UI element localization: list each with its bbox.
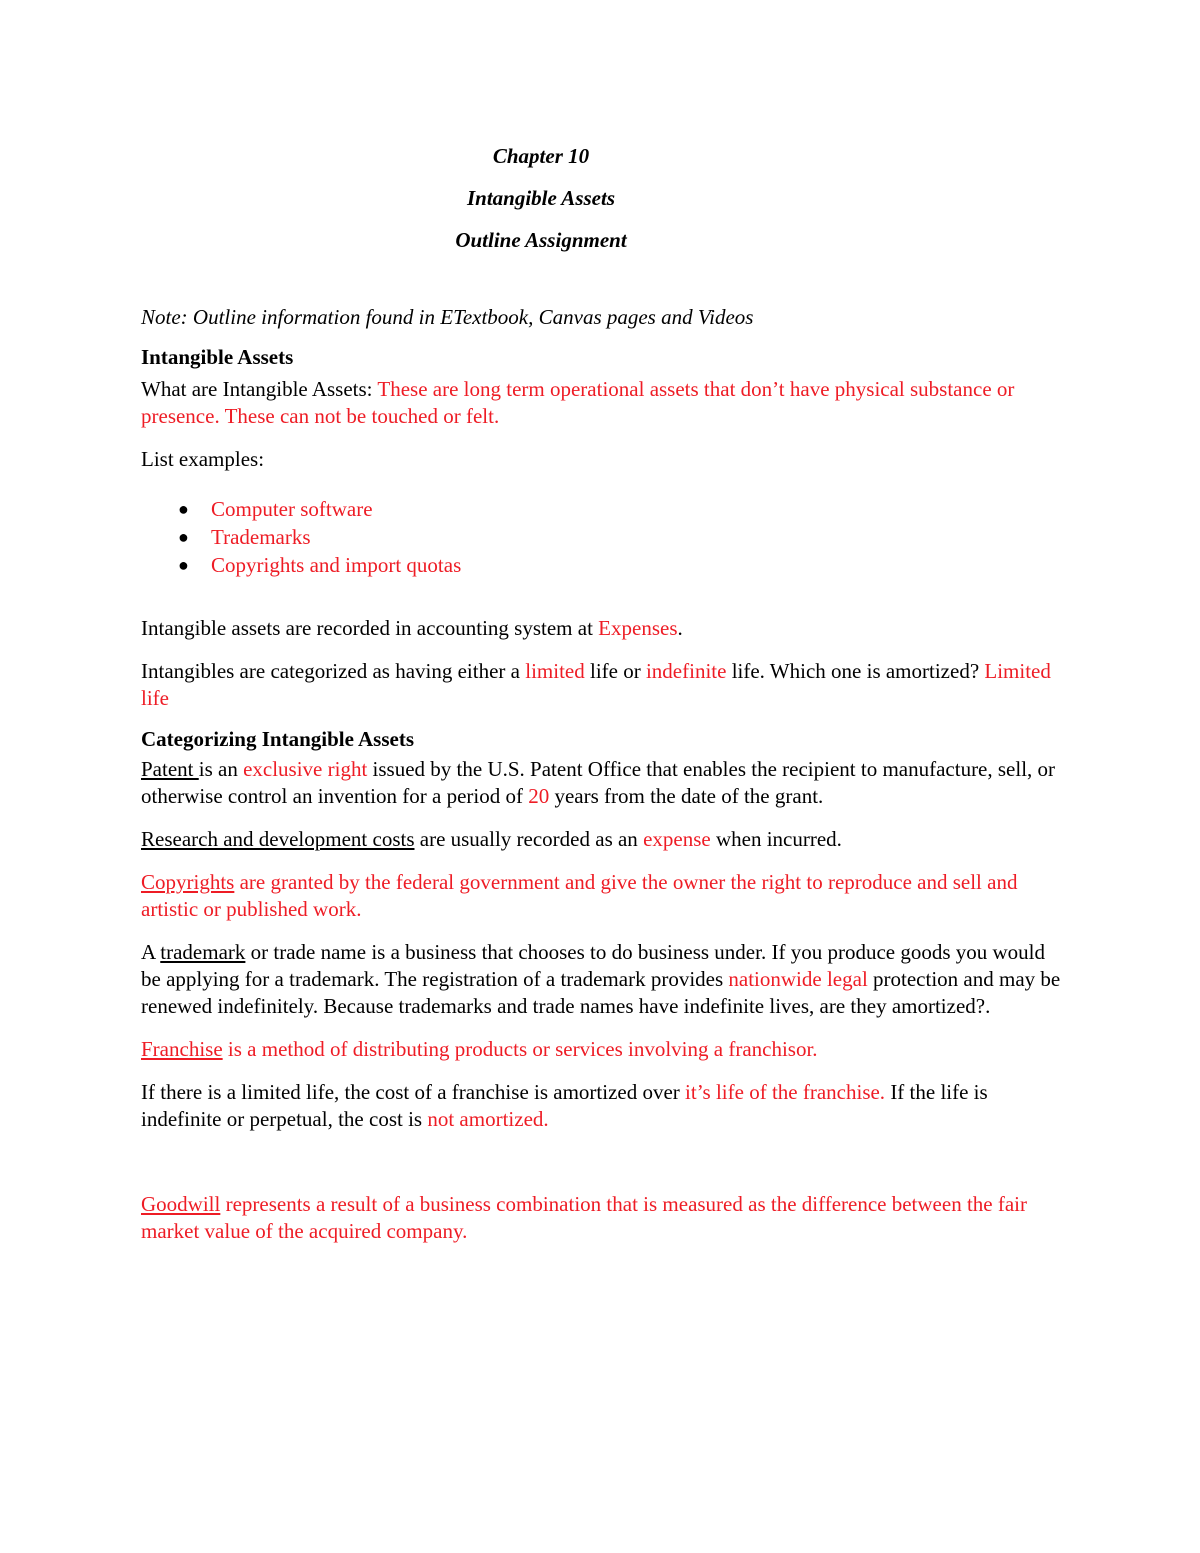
list-item-text: Computer software bbox=[211, 497, 373, 521]
categorized-paragraph bbox=[141, 658, 1061, 712]
document-page bbox=[141, 143, 1061, 1261]
answer-text: is a method of distributing products or services involving a franchisor. bbox=[222, 1037, 818, 1061]
list-item bbox=[178, 551, 1061, 579]
list-item-text: Copyrights and import quotas bbox=[211, 553, 462, 577]
body-text: are usually recorded as an bbox=[414, 827, 644, 851]
answer-text: indefinite bbox=[645, 659, 727, 683]
punctuation: . bbox=[677, 616, 683, 640]
goodwill-paragraph bbox=[141, 1191, 1061, 1245]
answer-text: represents a result of a business combination that is measured as the difference between the fair market value of the acquired company. bbox=[141, 1192, 1027, 1243]
term-text: Copyrights bbox=[141, 870, 235, 894]
answer-text: are granted by the federal government and give the owner the right to reproduce and sell and artistic or published work. bbox=[141, 870, 1018, 921]
question-text: What are Intangible Assets: bbox=[141, 377, 378, 401]
answer-text: Limited life bbox=[141, 659, 1051, 710]
term-text: trademark bbox=[160, 940, 246, 964]
body-text: If there is a limited life, the cost of a franchise is amortized over bbox=[141, 1080, 686, 1104]
body-text: If the life is indefinite or perpetual, the cost is bbox=[141, 1080, 988, 1131]
list-item bbox=[178, 523, 1061, 551]
list-item bbox=[178, 495, 1061, 523]
question-text: life. Which one is amortized? bbox=[726, 659, 985, 683]
bullet-icon: ● bbox=[178, 555, 189, 575]
note-text: Note: Outline information found in ETextbook, Canvas pages and Videos bbox=[141, 305, 754, 329]
definition-paragraph bbox=[141, 376, 1061, 430]
term-text: Patent bbox=[141, 757, 199, 781]
question-text: Intangible assets are recorded in accounting system at bbox=[141, 616, 599, 640]
bullet-icon: ● bbox=[178, 499, 189, 519]
section-heading-categorizing: Categorizing Intangible Assets bbox=[141, 727, 414, 751]
question-text: life or bbox=[584, 659, 646, 683]
body-text: A bbox=[141, 940, 161, 964]
section-heading-intangible-assets: Intangible Assets bbox=[141, 345, 294, 369]
recorded-paragraph bbox=[141, 615, 1061, 642]
question-text: Intangibles are categorized as having either a bbox=[141, 659, 526, 683]
answer-text: Expenses bbox=[598, 616, 678, 640]
answer-text: expense bbox=[643, 827, 711, 851]
body-text: or trade name is a business that chooses to do business under. If you produce goods you would be applying for a trademark. The registration of a trademark provides bbox=[141, 940, 1046, 991]
answer-text: 20 bbox=[528, 784, 550, 808]
answer-text: not amortized. bbox=[427, 1107, 549, 1131]
list-item-text: Trademarks bbox=[211, 525, 311, 549]
list-label: List examples: bbox=[141, 447, 265, 471]
bullet-icon: ● bbox=[178, 527, 189, 547]
franchise-paragraph bbox=[141, 1036, 1061, 1063]
body-text: protection and may be renewed indefinitely. Because trademarks and trade names have indefinite lives, are they amortized?. bbox=[141, 967, 1061, 1018]
term-text: Franchise bbox=[141, 1037, 223, 1061]
copyright-paragraph bbox=[141, 869, 1061, 923]
body-text: is an bbox=[198, 757, 244, 781]
answer-text: it’s life of the franchise. bbox=[685, 1080, 886, 1104]
trademark-paragraph bbox=[141, 939, 1061, 1020]
assignment-title: Outline Assignment bbox=[455, 228, 627, 252]
body-text: years from the date of the grant. bbox=[549, 784, 824, 808]
answer-text: nationwide legal bbox=[728, 967, 868, 991]
franchise-life-paragraph bbox=[141, 1079, 1061, 1133]
patent-paragraph bbox=[141, 756, 1061, 810]
topic-title: Intangible Assets bbox=[466, 186, 615, 210]
term-text: Goodwill bbox=[141, 1192, 221, 1216]
term-text: Research and development costs bbox=[141, 827, 415, 851]
answer-text: exclusive right bbox=[243, 757, 368, 781]
rd-paragraph bbox=[141, 826, 1061, 853]
examples-list bbox=[178, 495, 1061, 579]
chapter-title: Chapter 10 bbox=[492, 144, 590, 168]
body-text: issued by the U.S. Patent Office that enables the recipient to manufacture, sell, or otherwise control an invention for a period of bbox=[141, 757, 1056, 808]
answer-text: These are long term operational assets that don’t have physical substance or presence. These can not be touched or felt. bbox=[141, 377, 1015, 428]
answer-text: limited bbox=[525, 659, 585, 683]
body-text: when incurred. bbox=[710, 827, 842, 851]
